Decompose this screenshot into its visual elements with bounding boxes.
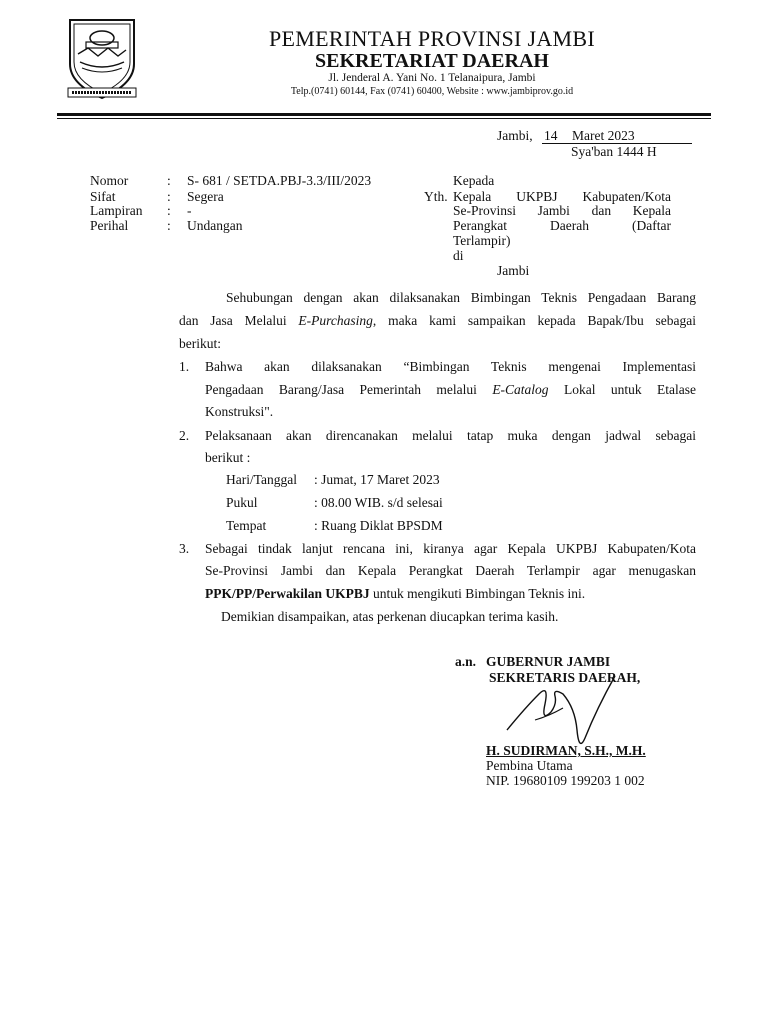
letterhead-contact: Telp.(0741) 60144, Fax (0741) 60400, Website : www.jambiprov.go.id xyxy=(290,86,574,97)
schedule-label-day: Hari/Tanggal xyxy=(226,472,298,487)
recipient-di: di xyxy=(453,248,464,263)
meta-label-sifat: Sifat xyxy=(90,189,116,204)
list-item-line: Sebagai tindak lanjut rencana ini, kiranya agar Kepala UKPBJ Kabupaten/Kota xyxy=(205,541,696,556)
schedule-value-day: : Jumat, 17 Maret 2023 xyxy=(314,472,440,487)
meta-label-lampiran: Lampiran xyxy=(90,203,143,218)
meta-colon: : xyxy=(167,203,171,218)
list-item-line: berikut : xyxy=(205,450,251,465)
closing-sentence: Demikian disampaikan, atas perkenan diucapkan terima kasih. xyxy=(221,609,559,624)
signature-nip: NIP. 19680109 199203 1 002 xyxy=(486,773,645,788)
list-number: 1. xyxy=(179,359,190,374)
schedule-value-time: : 08.00 WIB. s/d selesai xyxy=(314,495,443,510)
schedule-label-place: Tempat xyxy=(226,518,267,533)
list-number: 3. xyxy=(179,541,190,556)
date-month-year: Maret 2023 xyxy=(572,128,635,143)
recipient-line: Kepala UKPBJ Kabupaten/Kota xyxy=(453,189,671,204)
date-day: 14 xyxy=(544,128,558,143)
meta-value-lampiran: - xyxy=(187,203,192,218)
recipient-line: Terlampir) xyxy=(453,233,511,248)
meta-colon: : xyxy=(167,189,171,204)
recipient-kepada: Kepada xyxy=(453,173,495,188)
recipient-line: Perangkat Daerah (Daftar xyxy=(453,218,671,233)
list-item-line: Pelaksanaan akan direncanakan melalui tatap muka dengan jadwal sebagai xyxy=(205,428,696,443)
meta-value-nomor: S- 681 / SETDA.PBJ-3.3/III/2023 xyxy=(187,173,372,188)
list-number: 2. xyxy=(179,428,190,443)
recipient-city: Jambi xyxy=(497,263,530,278)
signature-rank: Pembina Utama xyxy=(486,758,573,773)
meta-value-sifat: Segera xyxy=(187,189,224,204)
body-intro-line: Sehubungan dengan akan dilaksanakan Bimbingan Teknis Pengadaan Barang xyxy=(226,290,696,305)
date-place: Jambi, xyxy=(497,128,533,143)
letterhead-address: Jl. Jenderal A. Yani No. 1 Telanaipura, Jambi xyxy=(328,72,536,84)
list-item-line: Se-Provinsi Jambi dan Kepala Perangkat Daerah Terlampir agar menugaskan xyxy=(205,563,696,578)
date-hijri: Sya'ban 1444 H xyxy=(571,144,657,159)
letterhead-rule-thin xyxy=(57,118,711,119)
letterhead-title-province: PEMERINTAH PROVINSI JAMBI xyxy=(269,26,595,51)
meta-colon: : xyxy=(167,218,171,233)
signature-an: a.n. xyxy=(455,654,477,669)
meta-label-perihal: Perihal xyxy=(90,218,129,233)
list-item-line: PPK/PP/Perwakilan UKPBJ untuk mengikuti Bimbingan Teknis ini. xyxy=(205,586,586,601)
schedule-label-time: Pukul xyxy=(226,495,258,510)
letterhead-rule-thick xyxy=(57,113,711,116)
meta-label-nomor: Nomor xyxy=(90,173,129,188)
signature-name: H. SUDIRMAN, S.H., M.H. xyxy=(486,743,646,758)
meta-colon: : xyxy=(167,173,171,188)
meta-value-perihal: Undangan xyxy=(187,218,243,233)
schedule-value-place: : Ruang Diklat BPSDM xyxy=(314,518,443,533)
body-intro-line: berikut: xyxy=(179,336,221,351)
signature-role-governor: GUBERNUR JAMBI xyxy=(486,654,611,669)
list-item-line: Konstruksi". xyxy=(205,404,274,419)
body-intro-line: dan Jasa Melalui E-Purchasing, maka kami sampaikan kepada Bapak/Ibu sebagai xyxy=(179,313,696,328)
list-item-line: Bahwa akan dilaksanakan “Bimbingan Teknis mengenai Implementasi xyxy=(205,359,696,374)
recipient-yth: Yth. xyxy=(424,189,448,204)
signature-role-secretary: SEKRETARIS DAERAH, xyxy=(489,670,641,685)
recipient-line: Se-Provinsi Jambi dan Kepala xyxy=(453,203,671,218)
provincial-emblem-logo xyxy=(64,14,140,102)
letterhead-title-secretariat: SEKRETARIAT DAERAH xyxy=(315,50,549,72)
list-item-line: Pengadaan Barang/Jasa Pemerintah melalui E-Catalog Lokal untuk Etalase xyxy=(205,382,697,397)
